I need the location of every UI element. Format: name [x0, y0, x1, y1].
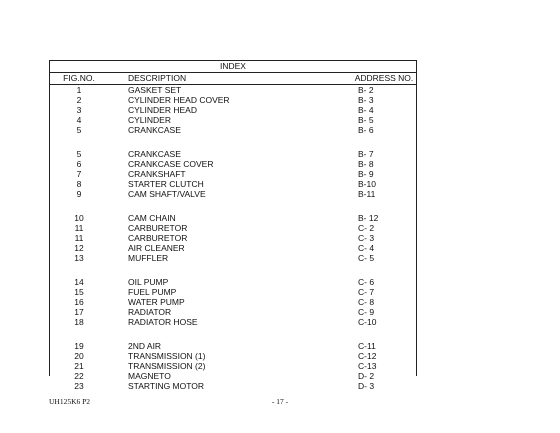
header-fig-no: FIG.NO. — [63, 73, 95, 83]
table-row — [50, 213, 416, 223]
table-row — [50, 95, 416, 105]
address-cell: C-13 — [358, 361, 377, 371]
address-cell: D- 2 — [358, 371, 375, 381]
group-spacer — [50, 327, 416, 341]
address-cell: C-12 — [358, 351, 377, 361]
table-row — [50, 115, 416, 125]
fig-no-cell: 5 — [76, 149, 82, 159]
address-cell: C-10 — [358, 317, 377, 327]
address-cell: C- 8 — [358, 297, 375, 307]
description-cell: CAM CHAIN — [128, 213, 176, 223]
group-spacer — [50, 199, 416, 213]
description-cell: CYLINDER HEAD — [128, 105, 197, 115]
table-row — [50, 169, 416, 179]
group-spacer — [50, 135, 416, 149]
fig-no-cell: 21 — [74, 361, 84, 371]
table-row — [50, 159, 416, 169]
address-cell: C- 5 — [358, 253, 375, 263]
table-row — [50, 179, 416, 189]
fig-no-cell: 7 — [76, 169, 82, 179]
address-cell: B-10 — [358, 179, 376, 189]
fig-no-cell: 19 — [74, 341, 84, 351]
description-cell: CARBURETOR — [128, 223, 188, 233]
table-row — [50, 189, 416, 199]
address-cell: C- 2 — [358, 223, 375, 233]
address-cell: C- 3 — [358, 233, 375, 243]
footer-model: UH125K6 P2 — [49, 397, 91, 406]
table-row — [50, 277, 416, 287]
table-row — [50, 307, 416, 317]
table-row — [50, 371, 416, 381]
table-row — [50, 149, 416, 159]
address-cell: C-11 — [358, 341, 376, 351]
header-address-no: ADDRESS NO. — [354, 73, 414, 83]
table-row — [50, 341, 416, 351]
description-cell: CRANKCASE — [128, 125, 181, 135]
fig-no-cell: 22 — [74, 371, 84, 381]
table-row — [50, 297, 416, 307]
fig-no-cell: 15 — [74, 287, 84, 297]
address-cell: B- 4 — [358, 105, 374, 115]
fig-no-cell: 12 — [74, 243, 84, 253]
group-spacer — [50, 263, 416, 277]
address-cell: C- 7 — [358, 287, 375, 297]
description-cell: RADIATOR HOSE — [128, 317, 198, 327]
fig-no-cell: 5 — [76, 125, 82, 135]
address-cell: B-11 — [358, 189, 376, 199]
address-cell: C- 6 — [358, 277, 375, 287]
fig-no-cell: 1 — [76, 85, 82, 95]
fig-no-cell: 10 — [74, 213, 84, 223]
index-table — [49, 60, 417, 391]
table-body — [49, 85, 417, 391]
description-cell: CRANKSHAFT — [128, 169, 186, 179]
description-cell: CRANKCASE COVER — [128, 159, 214, 169]
fig-no-cell: 16 — [74, 297, 84, 307]
table-row — [50, 223, 416, 233]
address-cell: B- 9 — [358, 169, 374, 179]
description-cell: FUEL PUMP — [128, 287, 177, 297]
description-cell: 2ND AIR — [128, 341, 162, 351]
description-cell: TRANSMISSION (1) — [128, 351, 206, 361]
description-cell: RADIATOR — [128, 307, 172, 317]
fig-no-cell: 2 — [76, 95, 82, 105]
address-cell: D- 3 — [358, 381, 375, 391]
description-cell: STARTER CLUTCH — [128, 179, 204, 189]
fig-no-cell: 11 — [74, 233, 84, 243]
table-row — [50, 105, 416, 115]
fig-no-cell: 6 — [76, 159, 82, 169]
fig-no-cell: 11 — [74, 223, 84, 233]
index-title: INDEX — [49, 60, 417, 72]
address-cell: B- 2 — [358, 85, 374, 95]
description-cell: OIL PUMP — [128, 277, 169, 287]
fig-no-cell: 4 — [76, 115, 82, 125]
fig-no-cell: 9 — [76, 189, 82, 199]
address-cell: B- 8 — [358, 159, 374, 169]
description-cell: WATER PUMP — [128, 297, 185, 307]
table-row — [50, 243, 416, 253]
footer-page-number: - 17 - — [271, 397, 289, 406]
description-cell: STARTING MOTOR — [128, 381, 205, 391]
table-row — [50, 253, 416, 263]
description-cell: AIR CLEANER — [128, 243, 185, 253]
table-row — [50, 233, 416, 243]
fig-no-cell: 20 — [74, 351, 84, 361]
fig-no-cell: 17 — [74, 307, 84, 317]
table-row — [50, 381, 416, 391]
table-header — [49, 72, 417, 85]
description-cell: TRANSMISSION (2) — [128, 361, 206, 371]
fig-no-cell: 8 — [76, 179, 82, 189]
address-cell: B- 7 — [358, 149, 374, 159]
description-cell: MUFFLER — [128, 253, 169, 263]
table-row — [50, 85, 416, 95]
description-cell: MAGNETO — [128, 371, 171, 381]
description-cell: CRANKCASE — [128, 149, 181, 159]
fig-no-cell: 13 — [74, 253, 84, 263]
address-cell: B- 5 — [358, 115, 374, 125]
address-cell: C- 9 — [358, 307, 375, 317]
table-row — [50, 125, 416, 135]
description-cell: CYLINDER — [128, 115, 171, 125]
address-cell: B- 12 — [358, 213, 379, 223]
table-row — [50, 361, 416, 371]
fig-no-cell: 3 — [76, 105, 82, 115]
address-cell: C- 4 — [358, 243, 375, 253]
description-cell: CYLINDER HEAD COVER — [128, 95, 230, 105]
description-cell: CAM SHAFT/VALVE — [128, 189, 206, 199]
table-row — [50, 317, 416, 327]
fig-no-cell: 14 — [74, 277, 84, 287]
header-description: DESCRIPTION — [128, 73, 187, 83]
description-cell: GASKET SET — [128, 85, 182, 95]
table-row — [50, 351, 416, 361]
table-row — [50, 287, 416, 297]
address-cell: B- 3 — [358, 95, 374, 105]
fig-no-cell: 18 — [74, 317, 84, 327]
fig-no-cell: 23 — [74, 381, 84, 391]
description-cell: CARBURETOR — [128, 233, 188, 243]
address-cell: B- 6 — [358, 125, 374, 135]
